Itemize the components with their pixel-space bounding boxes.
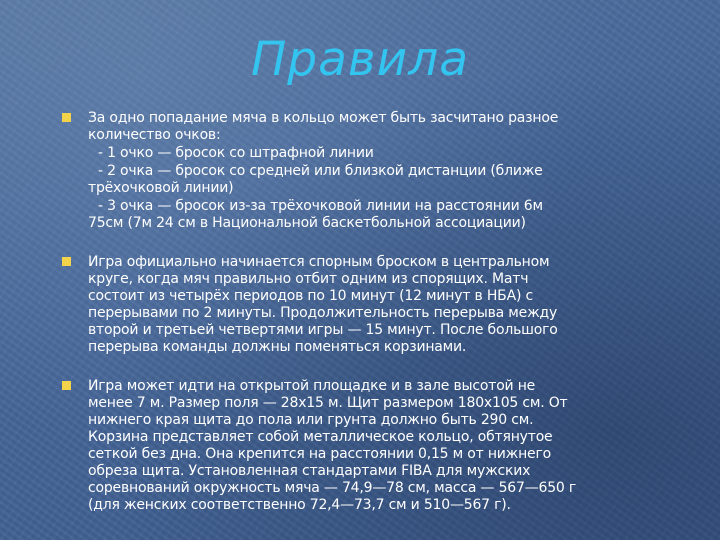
text-line: перерыва команды должны поменяться корзинами. — [88, 339, 467, 355]
slide-title: Правила — [250, 32, 470, 87]
text-line: Игра официально начинается спорным броском в центральном — [88, 254, 550, 270]
text-line: количество очков: — [88, 127, 221, 143]
text-line: соревнований окружность мяча — 74,9—78 см, масса — 567—650 г — [88, 480, 577, 496]
text-line: 75см (7м 24 см в Национальной баскетбольной ассоциации) — [88, 215, 526, 231]
text-line: Корзина представляет собой металлическое кольцо, обтянутое — [88, 429, 553, 445]
text-line: - 3 очка — бросок из-за трёхочковой линии на расстоянии 6м — [98, 198, 543, 214]
text-line: - 2 очка — бросок со средней или близкой дистанции (ближе — [98, 163, 543, 179]
text-line: нижнего края щита до пола или грунта должно быть 290 см. — [88, 412, 534, 428]
text-line: состоит из четырёх периодов по 10 минут (12 минут в НБА) с — [88, 288, 533, 304]
text-line: - 1 очко — бросок со штрафной линии — [98, 145, 374, 161]
slide-body — [62, 110, 682, 514]
text-line: второй и третьей четвертями игры — 15 минут. После большого — [88, 322, 558, 338]
bullet-game-start — [62, 254, 682, 356]
bullet-scoring — [62, 110, 682, 232]
bullet-square-icon — [62, 381, 71, 390]
bullet-square-icon — [62, 257, 71, 266]
text-line: Игра может идти на открытой площадке и в зале высотой не — [88, 378, 536, 394]
bullet-court-equipment — [62, 378, 682, 514]
text-line: трёхочковой линии) — [88, 180, 234, 196]
text-line: За одно попадание мяча в кольцо может быть засчитано разное — [88, 110, 559, 126]
bullet-square-icon — [62, 113, 71, 122]
text-line: обреза щита. Установленная стандартами FIBA для мужских — [88, 463, 531, 479]
text-line: менее 7 м. Размер поля — 28х15 м. Щит размером 180х105 см. От — [88, 395, 568, 411]
text-line: сеткой без дна. Она крепится на расстоянии 0,15 м от нижнего — [88, 446, 551, 462]
text-line: (для женских соответственно 72,4—73,7 см и 510—567 г). — [88, 497, 511, 513]
text-line: круге, когда мяч правильно отбит одним из спорящих. Матч — [88, 271, 529, 287]
text-line: перерывами по 2 минуты. Продолжительность перерыва между — [88, 305, 558, 321]
